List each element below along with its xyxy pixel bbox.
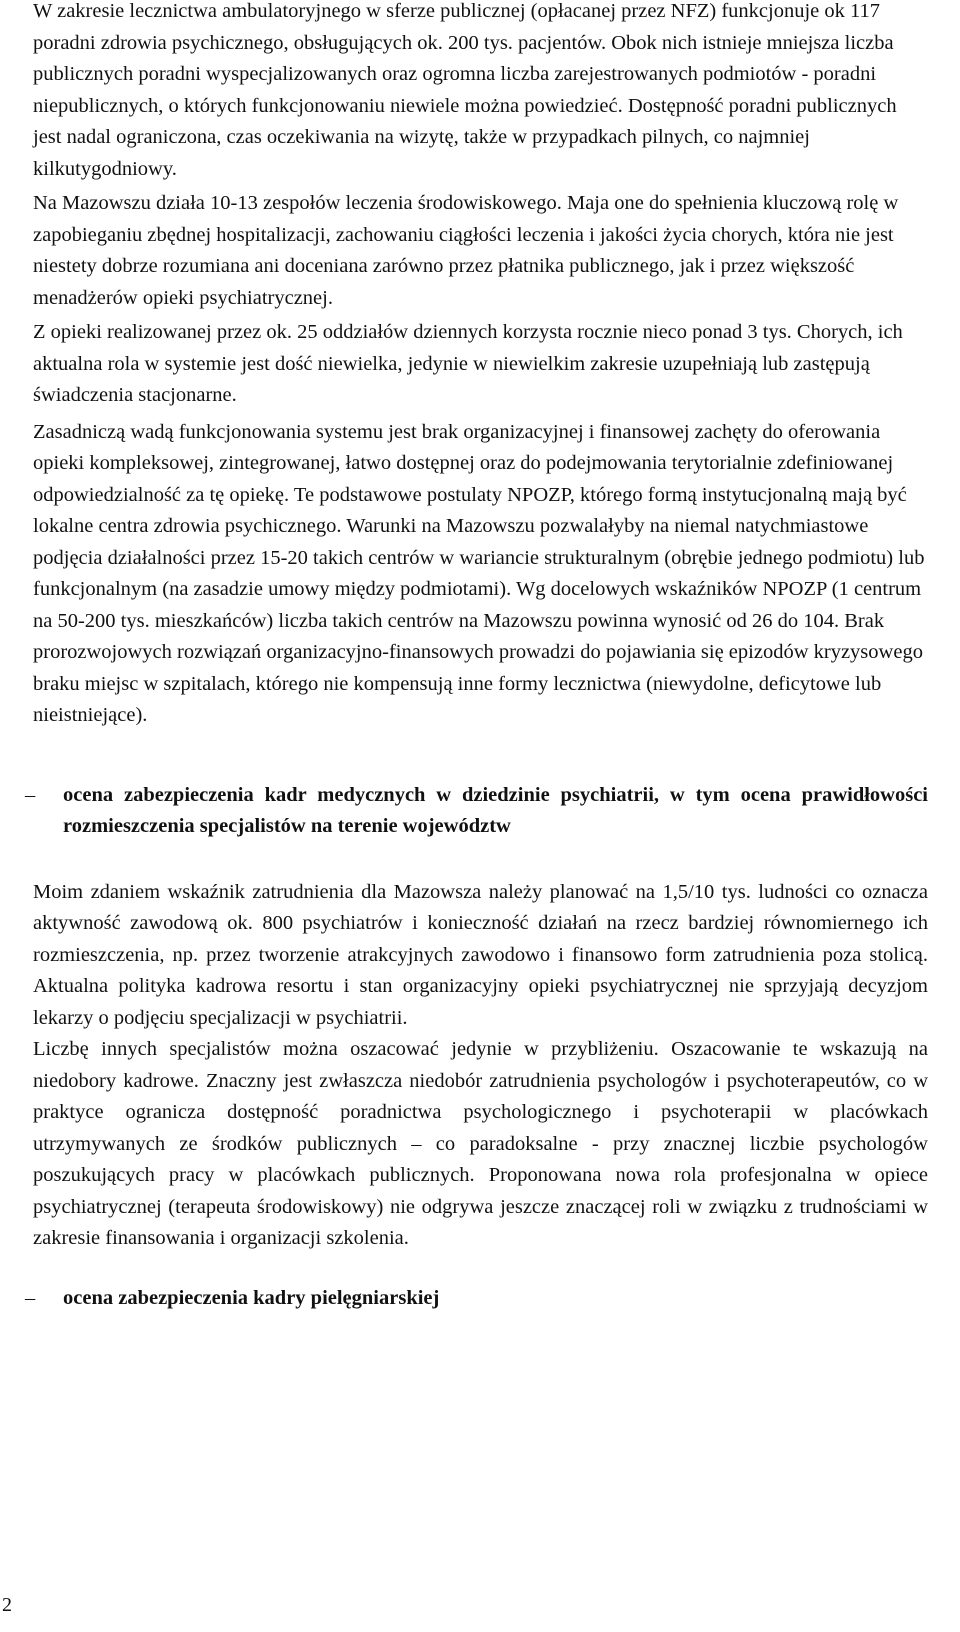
heading-medical-staff-text: ocena zabezpieczenia kadr medycznych w dziedzinie psychiatrii, w tym ocena prawidłowości rozmieszczenia specjalistów na terenie województw <box>63 783 928 837</box>
page-number: 2 <box>2 1594 12 1616</box>
paragraph-community-teams: Na Mazowszu działa 10-13 zespołów leczenia środowiskowego. Maja one do spełnienia kluczową rolę w zapobieganiu zbędnej hospitalizacji, zachowaniu ciągłości leczenia i jakości życia chorych, która nie jest niestety dobrze rozumiana ani doceniana zarówno przez płatnika publicznego, jak i przez większość menadżerów opieki psychiatrycznej. <box>33 192 899 309</box>
heading-nursing-staff-text: ocena zabezpieczenia kadry pielęgniarskiej <box>63 1286 440 1309</box>
paragraph-day-wards: Z opieki realizowanej przez ok. 25 oddziałów dziennych korzysta rocznie nieco ponad 3 tys. Chorych, ich aktualna rola w systemie jest dość niewielka, jedynie w niewielkim zakresie uzupełniają lub zastępują świadczenia stacjonarne. <box>33 321 903 406</box>
paragraph-other-specialists: Liczbę innych specjalistów można oszacować jedynie w przybliżeniu. Oszacowanie te wskazują na niedobory kadrowe. Znaczny jest zwłaszcza niedobór zatrudnienia psychologów i psychoterapeutów, co w praktyce ogranicza dostępność poradnictwa psychologicznego i psychoterapii w placówkach utrzymywanych ze środków publicznych – co paradoksalne - przy znacznej liczbie psychologów poszukujących pracy w placówkach publicznych. Proponowana nowa rola profesjonalna w opiece psychiatrycznej (terapeuta środowiskowy) nie odgrywa jeszcze znaczącej roli w związku z trudnościami w zakresie finansowania i organizacji szkolenia. <box>33 1038 928 1249</box>
paragraph-system-flaws: Zasadniczą wadą funkcjonowania systemu jest brak organizacyjnej i finansowej zachęty do oferowania opieki kompleksowej, zintegrowanej, łatwo dostępnej oraz do podejmowania terytorialnie zdefiniowanej odpowiedzialność za tę opiekę. Te podstawowe postulaty NPOZP, którego formą instytucjonalną mają być lokalne centra zdrowia psychicznego. Warunki na Mazowszu pozwalałyby na niemal natychmiastowe podjęcia działalności przez 15-20 takich centrów w wariancie strukturalnym (obrębie jednego podmiotu) lub funkcjonalnym (na zasadzie umowy między podmiotami). Wg docelowych wskaźników NPOZP (1 centrum na 50-200 tys. mieszkańców) liczba takich centrów na Mazowszu powinna wynosić od 26 do 104. Brak prorozwojowych rozwiązań organizacyjno-finansowych prowadzi do pojawiania się epizodów kryzysowego braku miejsc w szpitalach, którego nie kompensują inne formy lecznictwa (niewydolne, deficytowe lub nieistniejące). <box>33 420 925 726</box>
document-body <box>25 0 928 1314</box>
paragraph-psychiatrist-staffing: Moim zdaniem wskaźnik zatrudnienia dla Mazowsza należy planować na 1,5/10 tys. ludności co oznacza aktywność zawodową ok. 800 psychiatrów i konieczność działań na rzecz bardziej równomiernego ich rozmieszczenia, np. przez tworzenie atrakcyjnych zawodowo i finansowo form zatrudnienia poza stolicą. Aktualna polityka kadrowa resortu i stan organizacyjny opieki psychiatrycznej nie sprzyjają decyzjom lekarzy o podjęciu specjalizacji w psychiatrii. <box>33 880 928 1029</box>
paragraph-outpatient-care: W zakresie lecznictwa ambulatoryjnego w sferze publicznej (opłacanej przez NFZ) funkcjonuje ok 117 poradni zdrowia psychicznego, obsługujących ok. 200 tys. pacjentów. Obok nich istnieje mniejsza liczba publicznych poradni wyspecjalizowanych oraz ogromna liczba zarejestrowanych podmiotów - poradni niepublicznych, o których funkcjonowaniu niewiele można powiedzieć. Dostępność poradni publicznych jest nadal ograniczona, czas oczekiwania na wizytę, także w przypadkach pilnych, co najmniej kilkutygodniowy. <box>33 0 897 180</box>
heading-dash: – <box>25 783 36 806</box>
heading-dash: – <box>25 1286 36 1309</box>
heading-nursing-staff <box>25 1283 928 1315</box>
heading-medical-staff <box>25 780 928 843</box>
